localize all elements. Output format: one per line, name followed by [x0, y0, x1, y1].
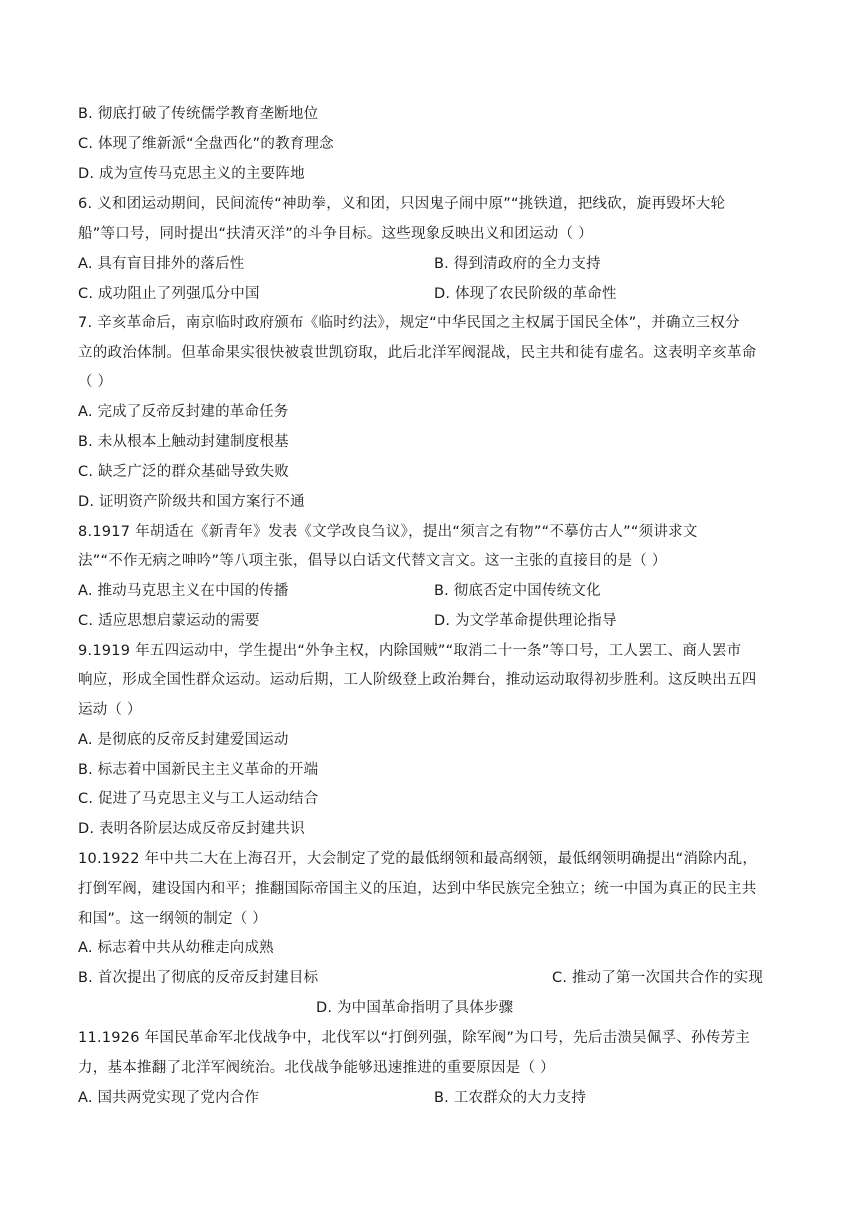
q6-option-b: B. 得到清政府的全力支持 — [434, 256, 601, 272]
q5-option-b: B. 彻底打破了传统儒学教育垄断地位 — [78, 106, 319, 122]
q9-option-c: C. 促进了马克思主义与工人运动结合 — [78, 791, 319, 807]
q10-stem-line2: 打倒军阀，建设国内和平；推翻国际帝国主义的压迫，达到中华民族完全独立；统一中国为真正的民主共 — [78, 881, 757, 897]
q10-stem-line1: 10.1922 年中共二大在上海召开，大会制定了党的最低纲领和最高纲领，最低纲领明确提出“消除内乱， — [78, 851, 758, 867]
q7-option-a: A. 完成了反帝反封建的革命任务 — [78, 404, 289, 420]
q7-option-b: B. 未从根本上触动封建制度根基 — [78, 434, 289, 450]
q6-stem-line2: 船”等口号，同时提出“扶清灭洋”的斗争目标。这些现象反映出义和团运动（ ） — [78, 226, 593, 242]
q10-stem-line3: 和国”。这一纲领的制定（ ） — [78, 911, 267, 927]
q10-option-d: D. 为中国革命指明了具体步骤 — [316, 1000, 514, 1016]
q8-option-a: A. 推动马克思主义在中国的传播 — [78, 583, 289, 599]
q7-option-d: D. 证明资产阶级共和国方案行不通 — [78, 494, 305, 510]
q9-option-d: D. 表明各阶层达成反帝反封建共识 — [78, 821, 305, 837]
q5-option-c: C. 体现了维新派“全盘西化”的教育理念 — [78, 136, 334, 152]
q11-option-b: B. 工农群众的大力支持 — [434, 1090, 587, 1106]
q11-option-a: A. 国共两党实现了党内合作 — [78, 1090, 260, 1106]
q6-option-c: C. 成功阻止了列强瓜分中国 — [78, 286, 260, 302]
q8-stem-line2: 法”“不作无病之呻吟”等八项主张，倡导以白话文代替文言文。这一主张的直接目的是（ ） — [78, 553, 667, 569]
q7-stem-line3: （ ） — [78, 374, 113, 390]
q10-option-c: C. 推动了第一次国共合作的实现 — [552, 970, 764, 986]
q9-stem-line1: 9.1919 年五四运动中，学生提出“外争主权，内除国贼”“取消二十一条”等口号，工人罢工、商人罢市 — [78, 643, 742, 659]
q7-stem-line1: 7. 辛亥革命后，南京临时政府颁布《临时约法》，规定“中华民国之主权属于国民全体”，并确立三权分 — [78, 315, 740, 331]
q11-stem-line2: 力，基本推翻了北洋军阀统治。北伐战争能够迅速推进的重要原因是（ ） — [78, 1060, 555, 1076]
q11-stem-line1: 11.1926 年国民革命军北伐战争中，北伐军以“打倒列强，除军阀”为口号，先后击溃吴佩孚、孙传芳主 — [78, 1030, 751, 1046]
q9-stem-line3: 运动（ ） — [78, 702, 142, 718]
q8-option-d: D. 为文学革命提供理论指导 — [434, 613, 617, 629]
q5-option-d: D. 成为宣传马克思主义的主要阵地 — [78, 166, 305, 182]
q8-stem-line1: 8.1917 年胡适在《新青年》发表《文学改良刍议》，提出“须言之有物”“不摹仿古人”“须讲求文 — [78, 524, 698, 540]
q6-option-d: D. 体现了农民阶级的革命性 — [434, 286, 617, 302]
q9-option-b: B. 标志着中国新民主主义革命的开端 — [78, 762, 319, 778]
q7-stem-line2: 立的政治体制。但革命果实很快被袁世凯窃取，此后北洋军阀混战，民主共和徒有虚名。这表明辛亥革命 — [78, 345, 757, 361]
q8-option-b: B. 彻底否定中国传统文化 — [434, 583, 601, 599]
q6-stem-line1: 6. 义和团运动期间，民间流传“神助拳，义和团，只因鬼子闹中原”“挑铁道，把线砍，旋再毁坏大轮 — [78, 196, 726, 212]
q10-option-b: B. 首次提出了彻底的反帝反封建目标 — [78, 970, 319, 986]
q7-option-c: C. 缺乏广泛的群众基础导致失败 — [78, 464, 290, 480]
q6-option-a: A. 具有盲目排外的落后性 — [78, 256, 245, 272]
q9-stem-line2: 响应，形成全国性群众运动。运动后期，工人阶级登上政治舞台，推动运动取得初步胜利。这反映出五四 — [78, 672, 757, 688]
q10-option-a: A. 标志着中共从幼稚走向成熟 — [78, 940, 274, 956]
q9-option-a: A. 是彻底的反帝反封建爱国运动 — [78, 732, 289, 748]
q8-option-c: C. 适应思想启蒙运动的需要 — [78, 613, 260, 629]
